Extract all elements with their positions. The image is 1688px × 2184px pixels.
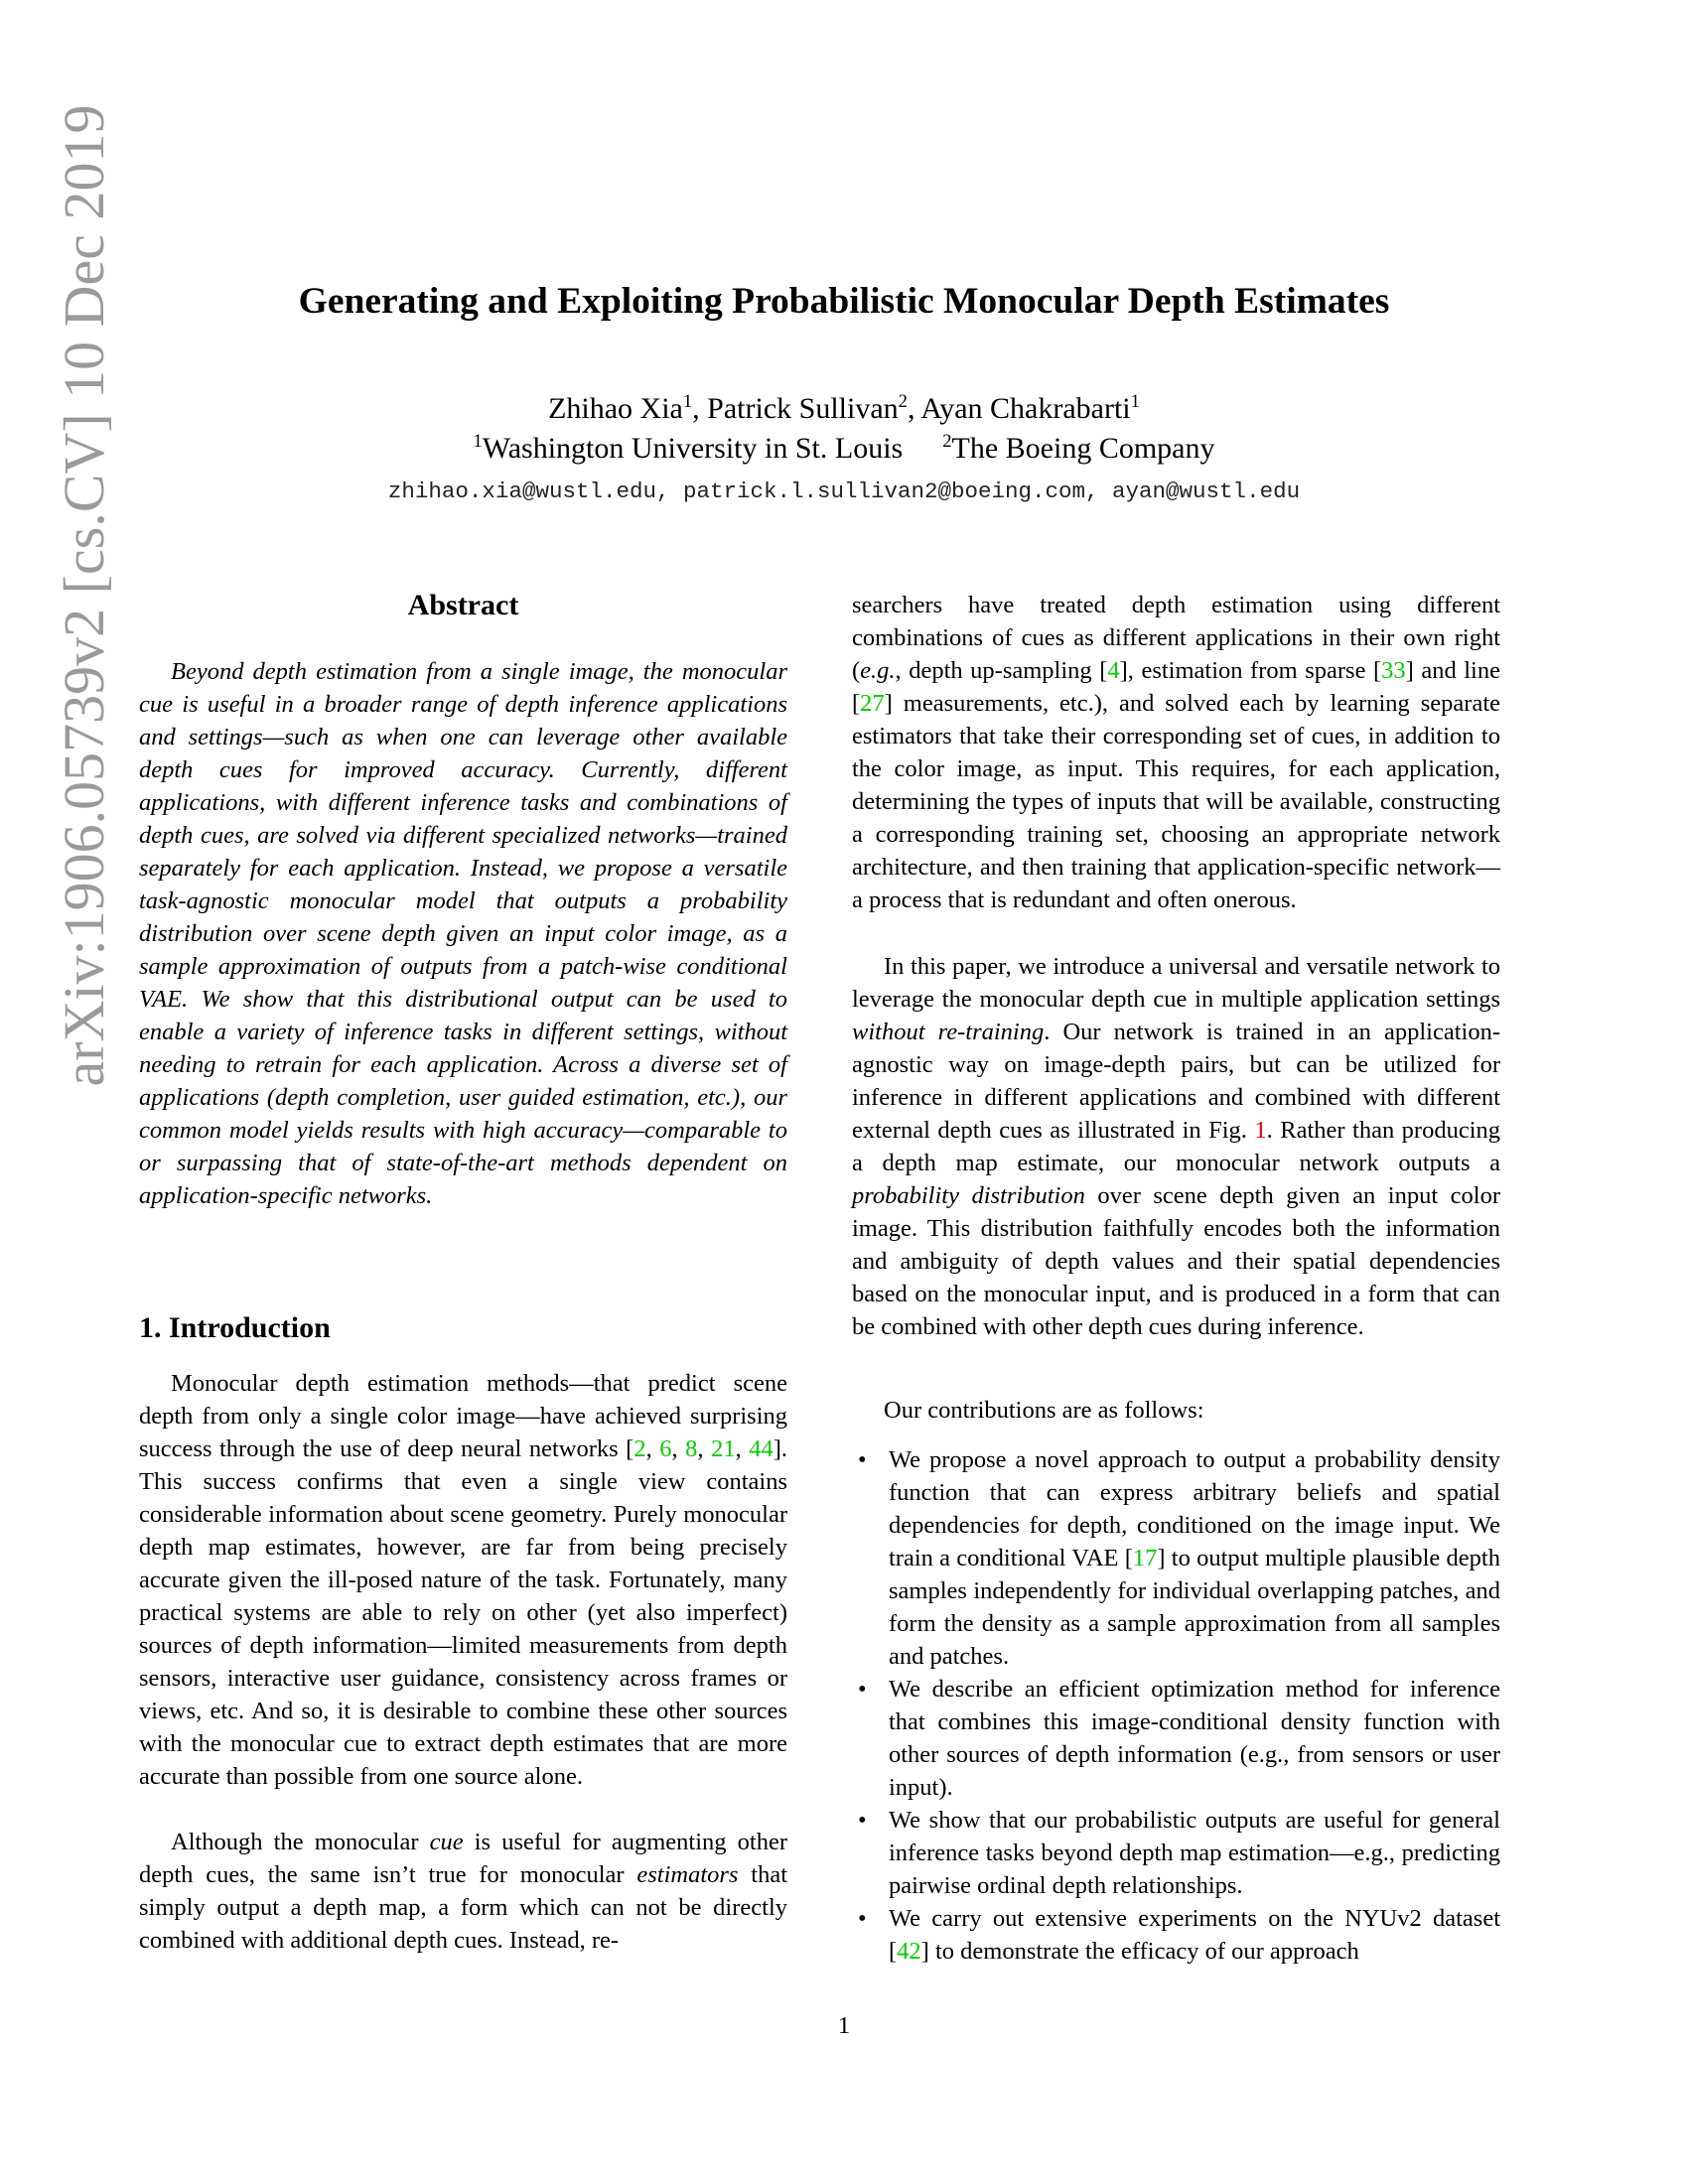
citation-link[interactable]: 2: [633, 1435, 646, 1462]
affiliation-name: Washington University in St. Louis: [482, 432, 904, 465]
affiliation-number: 2: [942, 431, 952, 452]
citation-link[interactable]: 8: [685, 1435, 698, 1462]
page-number: 1: [837, 2012, 851, 2039]
bullet-icon: •: [858, 1676, 867, 1703]
bullet-icon: •: [858, 1905, 867, 1932]
intro-paragraph-continued: searchers have treated depth estimation using different combinations of cues as different applications in their own right (e.g., depth up-sampling [4], estimation from sparse [33] and line [27] measurements, etc.), and solved each by learning separate estimators that take their corresponding set of cues, in addition to the color image, as input. This requires, for each application, determining the types of inputs that will be available, constructing a corresponding training set, choosing an appropriate network architecture, and then training that application-specific network—a process that is redundant and often onerous.: [852, 592, 1500, 913]
intro-paragraph-1: Monocular depth estimation methods—that predict scene depth from only a single color image—have achieved surprising success through the use of deep neural networks [2, 6, 8, 21, 44]. This success confirms that even a single view contains considerable information about scene geometry. Purely monocular depth map estimates, however, are far from being precisely accurate given the ill-posed nature of the task. Fortunately, many practical systems are able to rely on other (yet also imperfect) sources of depth information—limited measurements from depth sensors, interactive user guidance, consistency across frames or views, etc. And so, it is desirable to combine these other sources with the monocular cue to extract depth estimates that are more accurate than possible from one source alone.: [139, 1370, 788, 1790]
abstract-body: Beyond depth estimation from a single image, the monocular cue is useful in a broader range of depth inference applications and settings—such as when one can leverage other available depth cues for improved accuracy. Currently, different applications, with different inference tasks and combinations of depth cues, are solved via different specialized networks—trained separately for each application. Instead, we propose a versatile task-agnostic monocular model that outputs a probability distribution over scene depth given an input color image, as a sample approximation of outputs from a patch-wise conditional VAE. We show that this distributional output can be used to enable a variety of inference tasks in different settings, without needing to retrain for each application. Across a diverse set of applications (depth completion, user guided estimation, etc.), our common model yields results with high accuracy—comparable to or surpassing that of state-of-the-art methods dependent on application-specific networks.: [139, 658, 787, 1209]
contribution-item: • We describe an efficient optimization method for inference that combines this image-conditional density function with other sources of depth information (e.g., from sensors or user input).: [852, 1673, 1500, 1804]
abstract-heading: Abstract: [407, 589, 519, 621]
author-affiliation-mark: 1: [1130, 391, 1140, 412]
citation-link[interactable]: 21: [711, 1435, 736, 1462]
citation-link[interactable]: 27: [860, 690, 885, 717]
contribution-item: • We propose a novel approach to output a probability density function that can express arbitrary beliefs and spatial dependencies for depth, conditioned on the image input. We train a conditional VAE [17] to output multiple plausible depth samples independently for individual overlapping patches, and form the density as a sample approximation from all samples and patches.: [852, 1443, 1500, 1673]
citation-link[interactable]: 4: [1107, 657, 1120, 684]
citation-link[interactable]: 44: [749, 1435, 774, 1462]
contribution-item: • We carry out extensive experiments on the NYUv2 dataset [42] to demonstrate the efficacy of our approach: [852, 1902, 1500, 1968]
bullet-icon: •: [858, 1807, 867, 1834]
intro-paragraph-3: In this paper, we introduce a universal and versatile network to leverage the monocular depth cue in multiple application settings without re-training. Our network is trained in an application-agnostic way on image-depth pairs, but can be utilized for inference in different applications and combined with different external depth cues as illustrated in Fig. 1. Rather than producing a depth map estimate, our monocular network outputs a probability distribution over scene depth given an input color image. This distribution faithfully encodes both the information and ambiguity of depth values and their spatial dependencies based on the monocular input, and is produced in a form that can be combined with other depth cues during inference.: [852, 953, 1500, 1340]
affiliation-name: The Boeing Company: [951, 432, 1215, 465]
citation-link[interactable]: 33: [1381, 657, 1406, 684]
intro-paragraph-2: Although the monocular cue is useful for augmenting other depth cues, the same isn’t true for monocular estimators that simply output a depth map, a form which can not be directly combined with additional depth cues. Instead, re-: [139, 1829, 788, 1954]
bullet-icon: •: [858, 1446, 867, 1473]
author-affiliation-mark: 1: [682, 391, 693, 412]
author-name: Zhihao Xia: [548, 392, 683, 425]
contributions-intro: Our contributions are as follows:: [884, 1397, 1204, 1424]
paper-title: Generating and Exploiting Probabilistic Monocular Depth Estimates: [298, 281, 1390, 322]
contribution-item: • We show that our probabilistic outputs are useful for general inference tasks beyond depth map estimation—e.g., predicting pairwise ordinal depth relationships.: [852, 1804, 1500, 1902]
section-heading-introduction: 1. Introduction: [139, 1311, 331, 1344]
author-affiliation-mark: 2: [898, 391, 908, 412]
citation-link[interactable]: 17: [1132, 1545, 1158, 1571]
author-list: Zhihao Xia$^1$, Patrick Sullivan$^2$, Ayan Chakrabarti$^1$: [548, 391, 1140, 425]
citation-link[interactable]: 42: [897, 1938, 921, 1965]
figure-reference-link[interactable]: 1: [1254, 1117, 1267, 1144]
arxiv-stamp: arXiv:1906.05739v2 [cs.CV] 10 Dec 2019: [52, 104, 116, 1087]
affiliation-number: 1: [473, 431, 483, 452]
author-emails: zhihao.xia@wustl.edu, patrick.l.sullivan2@boeing.com, ayan@wustl.edu: [387, 478, 1301, 504]
affiliation-list: [0, 429, 1688, 469]
citation-link[interactable]: 6: [659, 1435, 672, 1462]
author-name: Patrick Sullivan: [707, 392, 899, 425]
author-name: Ayan Chakrabarti: [920, 392, 1131, 425]
